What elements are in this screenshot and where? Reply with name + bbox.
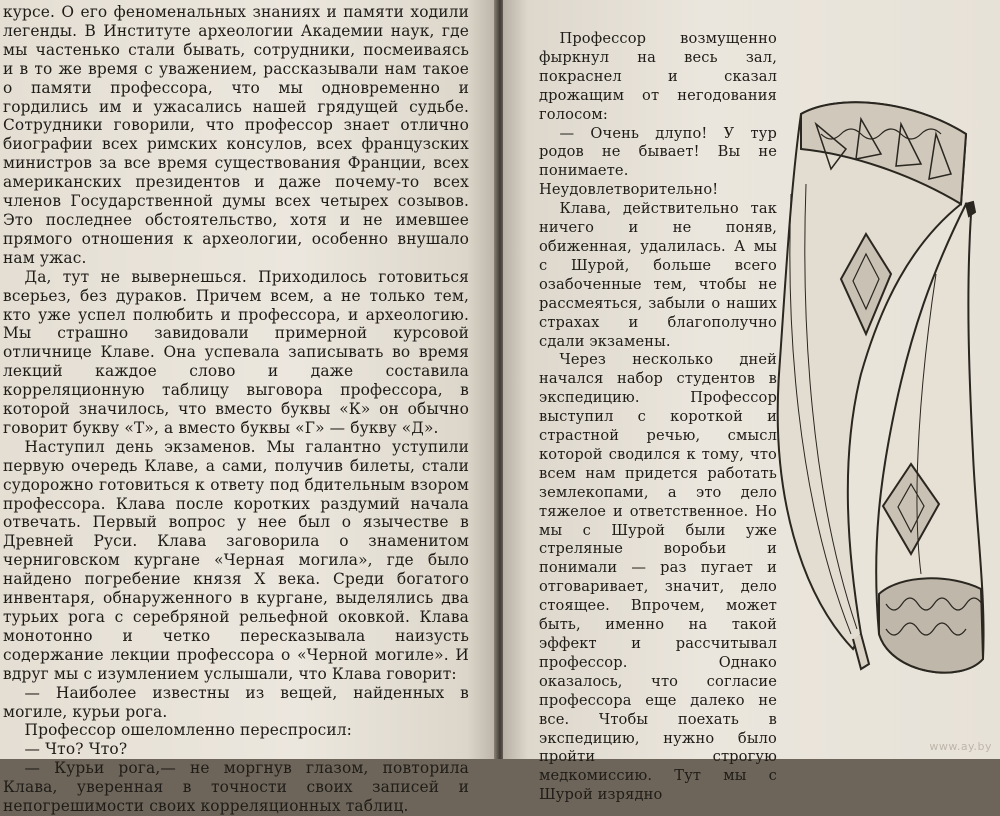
paragraph: Профессор возмущенно фыркнул на весь зал, покраснел и сказал дрожащим от негодования голосом: — [539, 30, 777, 123]
drinking-horns-illustration — [761, 74, 991, 694]
dialogue-line: — Курьи рога,— не моргнув глазом, повторила Клава, уверенная в точности своих записей и непогрешимости своих корреляционных таблиц. — [3, 759, 469, 816]
paragraph: Клава, действительно так ничего и не поняв, обиженная, удалилась. А мы с Шурой, больше всего озабоченные тем, чтобы не рассмеяться, забыли о наших страхах и благополучно сдали экзамены. — [539, 200, 777, 350]
paragraph: Через несколько дней начался набор студентов в экспедицию. Профессор выступил с короткой и страстной речью, смысл которой сводился к тому, что всем нам придется работать землекопами, а это дело тяжелое и ответственное. Но мы с Шурой были уже стреляные воробьи и понимали — раз пугает и отговаривает, значит, дело стоящее. Впрочем, может быть, именно на такой эффект и рассчитывал профессор. Однако оказалось, что согласие профессора еще далеко не все. Чтобы поехать в экспедицию, нужно было пройти строгую медкомиссию. Тут мы с Шурой изрядно — [539, 351, 777, 804]
paragraph: Профессор ошеломленно переспросил: — [24, 721, 353, 740]
left-page-text — [3, 3, 469, 816]
right-page — [503, 0, 1000, 804]
dialogue-line: — Наиболее известны из вещей, найденных в могиле, курьи рога. — [3, 683, 469, 721]
paragraph: Да, тут не вывернешься. Приходилось готовиться всерьез, без дураков. Причем всем, а не только тем, кто уже успел полюбить и профессора, и археологию. Мы страшно завидовали примерной курсовой отличнице Клаве. Она успевала записывать во время лекций каждое слово и даже составила корреляционную таблицу выговора профессора, в которой значилось, что вместо буквы «К» он обычно говорит букву «Т», а вместо буквы «Г» — букву «Д». — [3, 267, 469, 437]
dialogue-line: — Что? Что? — [24, 740, 128, 759]
left-page — [0, 0, 497, 816]
watermark: www.ay.by — [929, 740, 992, 753]
paragraph: курсе. О его феноменальных знаниях и памяти ходили легенды. В Институте археологии Академии наук, где мы частенько стали бывать, сотрудники, посмеиваясь и в то же время с уважением, рассказывали нам такое о памяти профессора, что мы одновременно и гордились им и ужасались нашей грядущей судьбе. Сотрудники говорили, что профессор знает отлично биографии всех римских консулов, всех французских министров за все время существования Франции, всех американских президентов и даже почему-то всех членов Государственной думы всех четырех созывов. Это последнее обстоятельство, хотя и не имевшее прямого отношения к археологии, особенно внушало нам ужас. — [3, 3, 469, 267]
right-page-text — [539, 30, 777, 805]
dialogue-line: — Очень длупо! У тур родов не бывает! Вы не понимаете. Неудовлетворительно! — [539, 124, 777, 199]
paragraph: Наступил день экзаменов. Мы галантно уступили первую очередь Клаве, а сами, получив билеты, стали судорожно готовиться к ответу под бдительным взором профессора. Клава после коротких раздумий начала отвечать. Первый вопрос у нее был о язычестве в Древней Руси. Клава заговорила о знаменитом черниговском кургане «Черная могила», где было найдено погребение князя X века. Среди богатого инвентаря, обнаруженного в кургане, выделялись два турьих рога с серебряной рельефной оковкой. Клава монотонно и четко пересказывала наизусть содержание лекции профессора о «Черной могиле». И вдруг мы с изумлением услышали, что Клава говорит: — [3, 437, 469, 683]
